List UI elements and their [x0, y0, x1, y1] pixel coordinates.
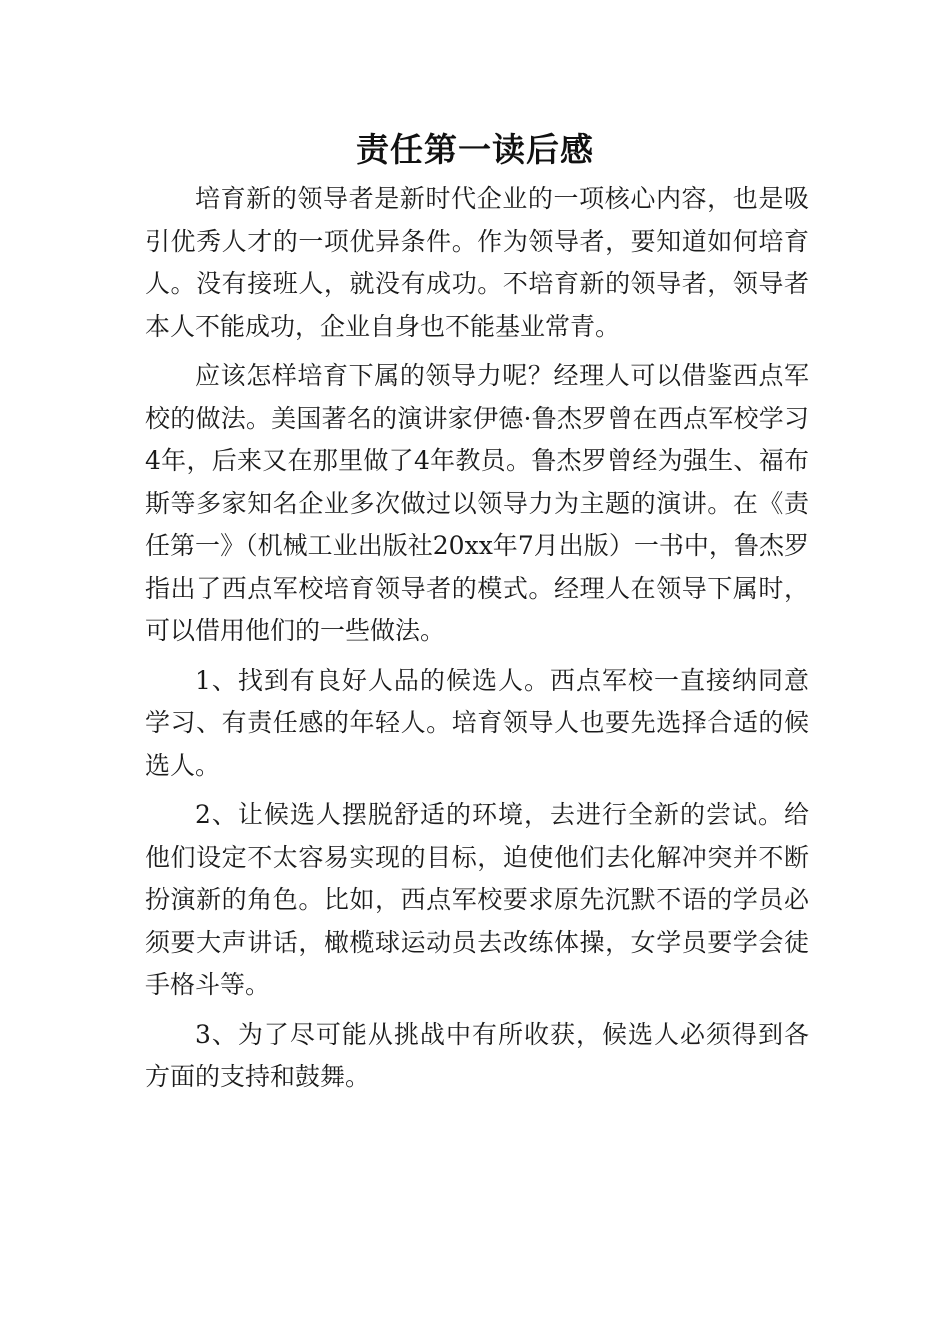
- document-body: [145, 178, 809, 1106]
- paragraph-2: 应该怎样培育下属的领导力呢？经理人可以借鉴西点军校的做法。美国著名的演讲家伊德·鲁杰罗曾在西点军校学习4年，后来又在那里做了4年教员。鲁杰罗曾经为强生、福布斯等多家知名企业多次做过以领导力为主题的演讲。在《责任第一》（机械工业出版社20xx年7月出版）一书中，鲁杰罗指出了西点军校培育领导者的模式。经理人在领导下属时，可以借用他们的一些做法。: [145, 361, 809, 645]
- paragraph-3: 1、找到有良好人品的候选人。西点军校一直接纳同意学习、有责任感的年轻人。培育领导人也要先选择合适的候选人。: [145, 665, 809, 780]
- document-title: 责任第一读后感: [356, 130, 594, 169]
- paragraph-1: 培育新的领导者是新时代企业的一项核心内容，也是吸引优秀人才的一项优异条件。作为领导者，要知道如何培育人。没有接班人，就没有成功。不培育新的领导者，领导者本人不能成功，企业自身也不能基业常青。: [145, 184, 809, 341]
- paragraph-5: 3、为了尽可能从挑战中有所收获，候选人必须得到各方面的支持和鼓舞。: [145, 1019, 809, 1091]
- paragraph-4: 2、让候选人摆脱舒适的环境，去进行全新的尝试。给他们设定不太容易实现的目标，迫使他们去化解冲突并不断扮演新的角色。比如，西点军校要求原先沉默不语的学员必须要大声讲话，橄榄球运动员去改练体操，女学员要学会徒手格斗等。: [145, 800, 809, 999]
